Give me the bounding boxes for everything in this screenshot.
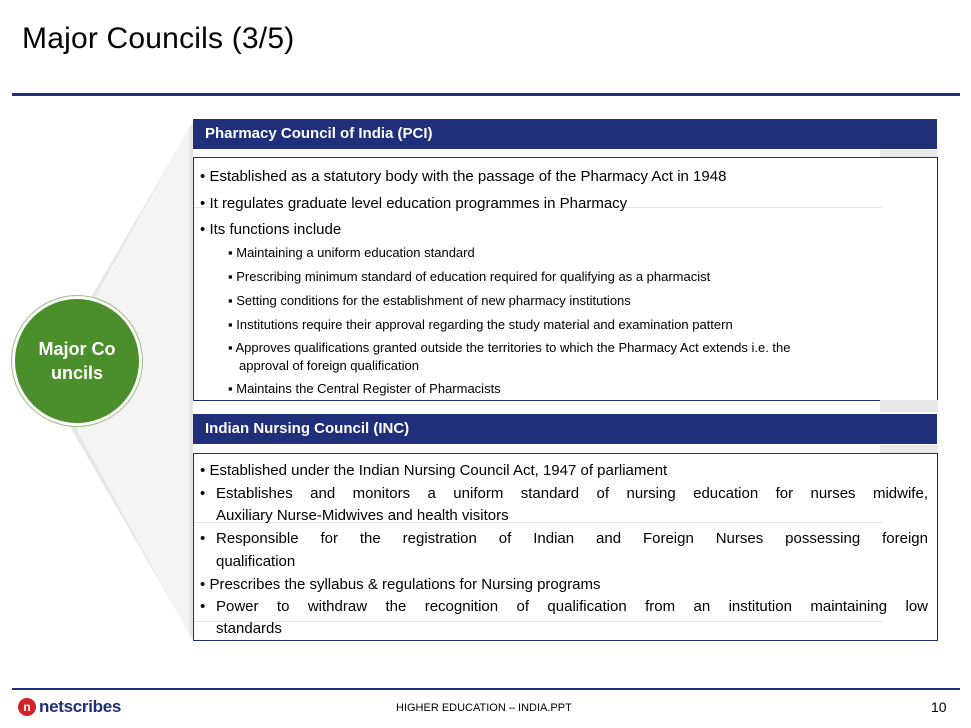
inc-bullet-4: • Prescribes the syllabus & regulations for Nursing programs — [200, 576, 601, 593]
logo-text: netscribes — [39, 697, 122, 716]
inc-bullet-3: Responsible for the registration of Indian and Foreign Nurses possessing foreign — [216, 530, 928, 547]
pci-bullet-3: • Its functions include — [200, 221, 342, 238]
inc-content-box — [193, 453, 938, 641]
pci-sub-bullet-5: ▪ Approves qualifications granted outside the territories to which the Pharmacy Act extends i.e. the — [228, 340, 791, 355]
inc-bullet-5-cont: standards — [216, 620, 282, 637]
pci-sub-bullet-5-cont: approval of foreign qualification — [239, 358, 419, 373]
pci-sub-bullet-2: ▪ Prescribing minimum standard of education required for qualifying as a pharmacist — [228, 269, 711, 284]
pci-sub-bullet-1: ▪ Maintaining a uniform education standard — [228, 245, 475, 260]
circle-label: Major Councils — [38, 339, 116, 383]
pci-bullet-2: • It regulates graduate level education programmes in Pharmacy — [200, 195, 628, 212]
page-number: 10 — [931, 699, 947, 715]
inc-bullet-1: • Established under the Indian Nursing Council Act, 1947 of parliament — [200, 462, 668, 479]
inc-bullet-2-cont: Auxiliary Nurse-Midwives and health visitors — [216, 507, 509, 524]
netscribes-logo — [18, 697, 121, 717]
pci-header: Pharmacy Council of India (PCI) — [193, 119, 937, 149]
inc-bullet-3-cont: qualification — [216, 553, 296, 570]
pci-shade-bottom — [880, 400, 938, 412]
major-councils-circle — [12, 296, 142, 426]
inc-header: Indian Nursing Council (INC) — [193, 414, 937, 444]
pci-bullet-1: • Established as a statutory body with the passage of the Pharmacy Act in 1948 — [200, 168, 727, 185]
inc-bullet-5: Power to withdraw the recognition of qualification from an institution maintaining low — [216, 598, 928, 615]
title-divider — [12, 93, 960, 96]
row-divider — [194, 621, 882, 622]
footer-file-name: HIGHER EDUCATION – INDIA.PPT — [396, 702, 572, 714]
slide-title: Major Councils (3/5) — [22, 22, 295, 55]
inc-bullet-5-marker: • — [200, 598, 206, 615]
footer-divider — [12, 688, 960, 690]
pci-sub-bullet-6: ▪ Maintains the Central Register of Pharmacists — [228, 381, 501, 396]
pci-sub-bullet-3: ▪ Setting conditions for the establishment of new pharmacy institutions — [228, 293, 631, 308]
inc-shade — [880, 445, 938, 453]
inc-bullet-2: Establishes and monitors a uniform standard of nursing education for nurses midwife, — [216, 485, 928, 502]
pci-sub-bullet-4: ▪ Institutions require their approval regarding the study material and examination pattern — [228, 317, 733, 332]
logo-icon: n — [18, 698, 36, 716]
inc-bullet-3-marker: • — [200, 530, 206, 547]
inc-bullet-2-marker: • — [200, 485, 206, 502]
pci-content-box — [193, 157, 938, 401]
